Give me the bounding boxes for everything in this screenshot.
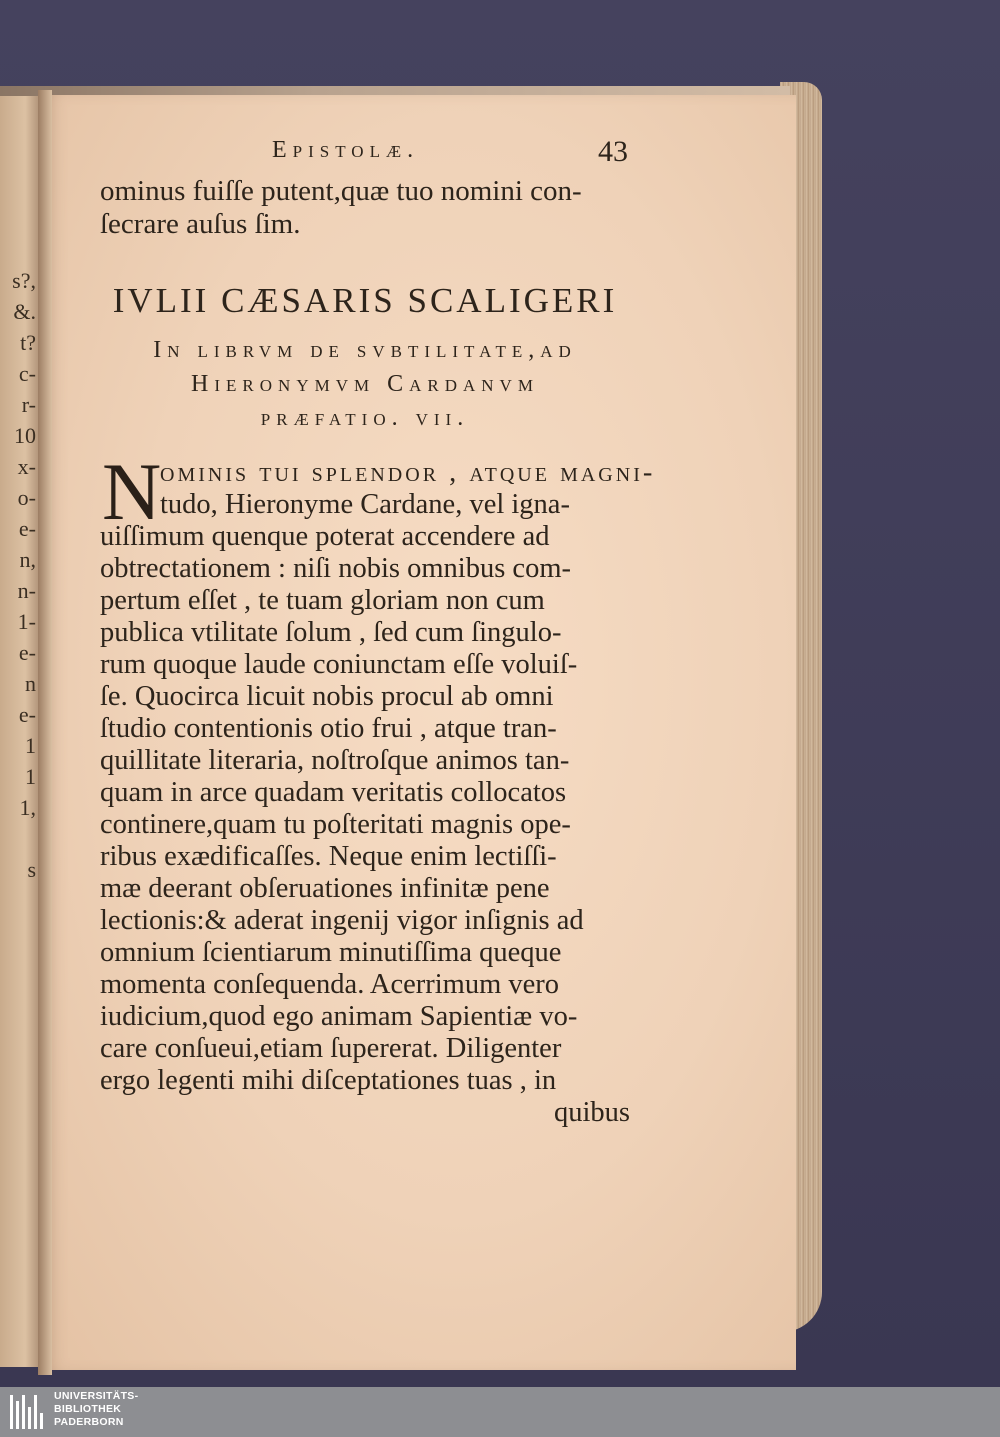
catchword: quibus <box>553 1097 630 1128</box>
library-name-line: BIBLIOTHEK <box>54 1403 122 1415</box>
section-heading: IVLII CÆSARIS SCALIGERI <box>112 281 618 320</box>
text-line: publica vtilitate ſolum , ſed cum ſingulo- <box>100 617 562 648</box>
text-line: ergo legenti mihi diſceptationes tuas , in <box>100 1065 557 1096</box>
fragment: t? <box>20 330 36 355</box>
text-line: omnium ſcientiarum minutiſſima queque <box>100 937 562 968</box>
fragment: o- <box>17 485 36 510</box>
drop-cap: N <box>102 446 162 537</box>
body-paragraph <box>100 446 656 1129</box>
fragment <box>0 826 42 857</box>
text-line: mæ deerant obſeruationes infinitæ pene <box>100 873 550 904</box>
text-line: momenta conſequenda. Acerrimum vero <box>100 969 560 1000</box>
running-head <box>100 135 630 175</box>
text-line: ribus exædificaſſes. Neque enim lectiſſi- <box>100 841 557 872</box>
text-line: uiſſimum quenque poterat accendere ad <box>100 521 550 552</box>
book-gutter <box>38 90 52 1375</box>
subheading-line: præfatio. vii. <box>260 405 470 431</box>
fragment: r- <box>21 392 36 417</box>
text-line: obtrectationem : niſi nobis omnibus com- <box>100 553 571 584</box>
text-line: ominus fuiſſe putent,quæ tuo nomini con- <box>100 175 582 207</box>
text-line: lectionis:& aderat ingenij vigor inſignis ad <box>100 905 584 936</box>
text-block <box>100 135 656 1129</box>
fragment: 1 <box>25 764 36 789</box>
fragment: e- <box>18 516 36 541</box>
text-line: ſecrare auſus ſim. <box>100 208 301 240</box>
text-line: continere,quam tu poſteritati magnis ope- <box>100 809 571 840</box>
fragment: x- <box>17 454 36 479</box>
subheading-line: Hieronymvm Cardanvm <box>191 371 539 397</box>
previous-page-text-fragments <box>0 268 42 888</box>
fragment: 1- <box>17 609 36 634</box>
text-line: quam in arce quadam veritatis collocatos <box>100 777 567 808</box>
library-logo-icon <box>10 1395 46 1429</box>
text-line: tudo, Hieronyme Cardane, vel igna- <box>160 489 570 520</box>
fragment: s <box>27 857 36 882</box>
library-footer <box>0 1387 1000 1437</box>
fragment: s?, <box>12 268 36 293</box>
text-line: rum quoque laude coniunctam eſſe voluiſ- <box>100 649 578 680</box>
fragment: 10 <box>14 423 36 448</box>
text-line: quillitate literaria, noſtroſque animos tan- <box>100 745 570 776</box>
fragment: 1 <box>25 733 36 758</box>
text-line: ſe. Quocirca licuit nobis procul ab omni <box>100 681 554 712</box>
fragment: n <box>25 671 36 696</box>
fragment: e- <box>18 640 36 665</box>
fragment: 1, <box>19 795 36 820</box>
library-name <box>54 1390 138 1429</box>
previous-page-edge <box>0 92 42 1367</box>
fragment: c- <box>18 361 36 386</box>
text-line: care conſueui,etiam ſupererat. Diligenter <box>100 1033 562 1064</box>
library-name-line: UNIVERSITÄTS- <box>54 1390 139 1402</box>
text-line: ominis tui ſplendor , atque magni- <box>160 457 656 488</box>
library-name-line: PADERBORN <box>54 1416 124 1428</box>
text-line: iudicium,quod ego animam Sapientiæ vo- <box>100 1001 578 1032</box>
subheading-line: In librvm de svbtilitate,ad <box>153 337 577 363</box>
fragment: e- <box>18 702 36 727</box>
fragment: &. <box>13 299 36 324</box>
text-line: pertum eſſet , te tuam gloriam non cum <box>100 585 545 616</box>
running-title: Epistolæ. <box>272 137 420 163</box>
fragment: n, <box>19 547 36 572</box>
book-page <box>44 95 796 1370</box>
fragment: n- <box>17 578 36 603</box>
page-number: 43 <box>598 135 628 168</box>
text-line: ſtudio contentionis otio frui , atque tran- <box>100 713 557 744</box>
intro-paragraph <box>100 175 630 241</box>
